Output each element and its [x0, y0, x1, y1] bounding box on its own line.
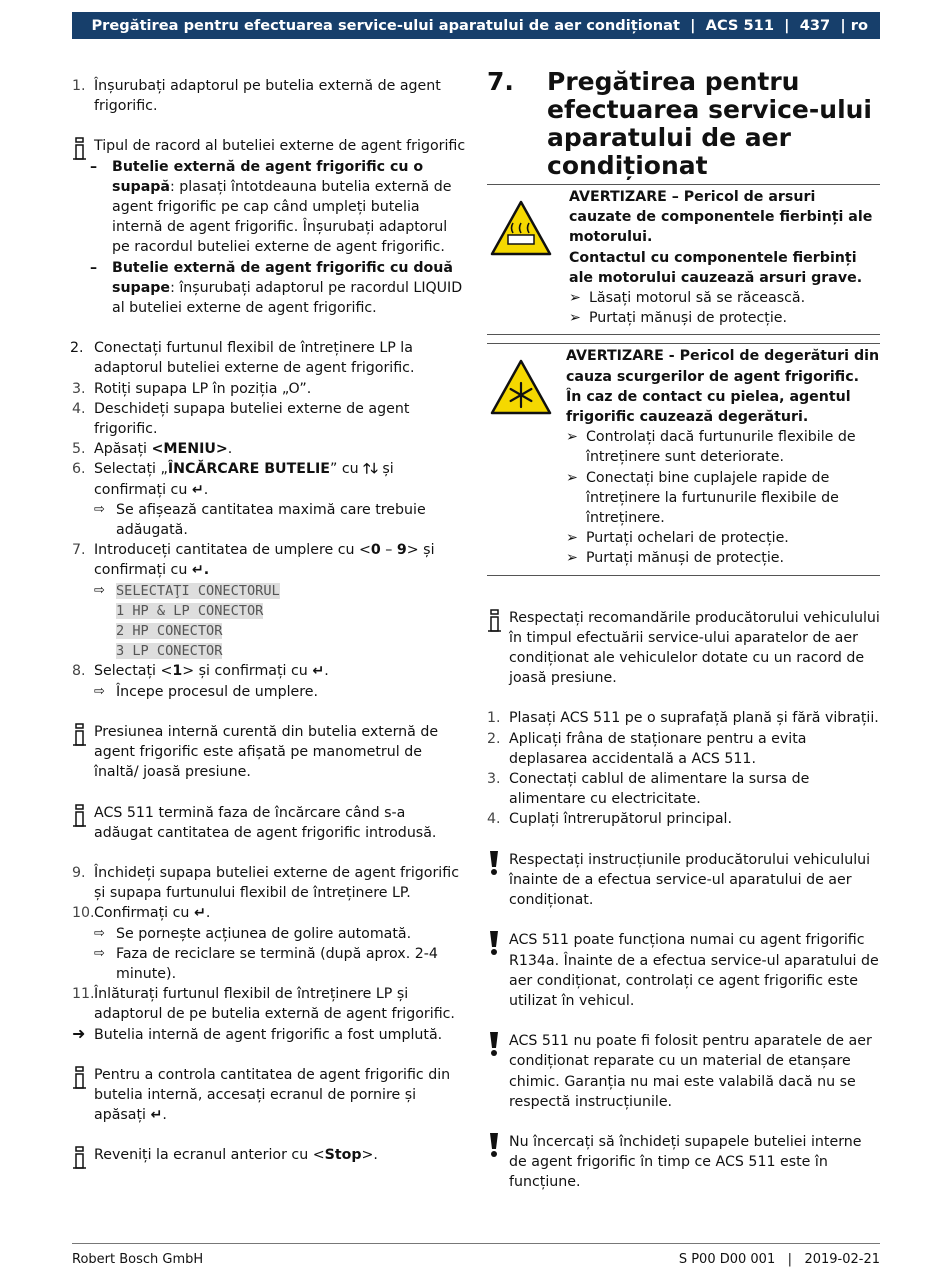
- info-icon: [72, 722, 88, 748]
- warning-instruction: ➢ Conectați bine cuplajele rapide de întreținere la furtunurile flexibile de întreținere.: [566, 469, 839, 527]
- header-title: Pregătirea pentru efectuarea service-ului aparatului de aer condiționat: [91, 17, 680, 34]
- frost-warning: AVERTIZARE - Pericol de degerături din cauza scurgerilor de agent frigorific. În caz de contact cu pielea, agentul frigorific cauzează degerături. ➢ Controlați dacă furtunurile flexibile de întreținere sunt deteriorate. ➢ Conectați bine cuplajele rapide de întreținere la furtunurile flexibile de întreținere. ➢ Purtați ochelari de protecție. ➢ Purtați mănuși de protecție.: [487, 343, 880, 575]
- step-8: 8. Selectați <1> și confirmați cu ↵.: [72, 663, 329, 680]
- enter-key-icon: ↵: [191, 562, 204, 579]
- enter-key-icon: ↵: [193, 905, 206, 922]
- result-arrow-icon: ⇨: [94, 501, 105, 517]
- display-line: SELECTAŢI CONECTORUL: [116, 582, 280, 599]
- single-valve-note: – Butelie externă de agent frigorific cu o supapă: plasați întotdeauna butelia externă de agent frigorific pe cap când umpleți butelia internă de agent frigorific. Înșurubați adaptorul pe racordul buteliei externe de agent frigorific.: [90, 158, 452, 256]
- exclamation-icon: [487, 930, 501, 956]
- dual-valve-note: – Butelie externă de agent frigorific cu două supape: înșurubați adaptorul pe racordul LIQUID al buteliei externe de agent frigorific.: [90, 259, 463, 317]
- display-line: 2 HP CONECTOR: [116, 623, 223, 640]
- burn-warning: AVERTIZARE – Pericol de arsuri cauzate de componentele fierbinți ale motorului. Contactul cu componentele fierbinți ale motorului cauzează arsuri grave. ➢ Lăsați motorul să se răcească. ➢ Purtați mănuși de protecție.: [487, 184, 880, 335]
- prep-step-4: 4. Cuplați întrerupătorul principal.: [487, 811, 733, 828]
- header-language: ro: [850, 17, 868, 34]
- exclamation-icon: [487, 850, 501, 876]
- frost-warning-icon: [489, 358, 553, 416]
- info-icon: [72, 1145, 88, 1171]
- warning-instruction: ➢ Purtați ochelari de protecție.: [566, 530, 789, 547]
- info-pressure: Presiunea internă curentă din butelia externă de agent frigorific este afișată pe manometrul de înaltă/ joasă presiune.: [72, 722, 468, 783]
- step-1: 1. Înșurubați adaptorul pe butelia externă de agent frigorific.: [72, 78, 441, 115]
- warning-instruction: ➢ Controlați dacă furtunurile flexibile de întreținere sunt deteriorate.: [566, 429, 856, 466]
- display-line: 1 HP & LP CONECTOR: [116, 602, 264, 619]
- step-4: 4. Deschideți supapa buteliei externe de agent frigorific.: [72, 400, 410, 438]
- page-header: Pregătirea pentru efectuarea service-ului aparatului de aer condiționat | ACS 511 | 437 | ro: [72, 12, 880, 39]
- info-charge-end: ACS 511 termină faza de încărcare când s-a adăugat cantitatea de agent frigorific introdusă.: [72, 803, 468, 843]
- right-column: [487, 68, 880, 1193]
- enter-key-icon: ↵: [191, 481, 204, 498]
- step-9: 9. Închideți supapa buteliei externe de agent frigorific și supapa furtunului flexibil de întreținere LP.: [72, 864, 459, 902]
- warning-instruction: ➢ Purtați mănuși de protecție.: [569, 310, 788, 327]
- final-result: ➜ Butelia internă de agent frigorific a fost umplută.: [72, 1023, 443, 1043]
- result-6: ⇨ Se afișează cantitatea maximă care trebuie adăugată.: [94, 501, 426, 539]
- left-column: [72, 76, 468, 1166]
- footer-doc-number: S P00 D00 001: [678, 1252, 776, 1267]
- step-7: 7. Introduceți cantitatea de umplere cu <0 – 9> și confirmați cu ↵.: [72, 542, 435, 579]
- display-line: 3 LP CONECTOR: [116, 643, 223, 660]
- result-arrow-icon: ⇨: [94, 925, 105, 941]
- up-down-arrows-icon: 🡑🡓: [363, 461, 378, 478]
- result-8: ⇨ Începe procesul de umplere.: [72, 682, 468, 702]
- caution-note: ACS 511 poate funcționa numai cu agent frigorific R134a. Înainte de a efectua service-ul aparatului de aer condiționat, controlați ce agent frigorific este utilizat în vehicul.: [487, 930, 880, 1011]
- info-check-quantity: Pentru a controla cantitatea de agent frigorific din butelia internă, accesați ecranul de pornire și apăsați ↵.: [72, 1065, 468, 1126]
- exclamation-icon: [487, 1132, 501, 1158]
- result-arrow-icon: ⇨: [94, 683, 105, 699]
- footer-doc-info: S P00 D00 001 | 2019-02-21: [678, 1252, 880, 1267]
- header-page-number: 437: [799, 17, 831, 34]
- result-arrow-icon: ⇨: [94, 945, 105, 961]
- step-5: 5. Apăsați <MENIU>.: [72, 441, 233, 458]
- step-6: 6. Selectați „ÎNCĂRCARE BUTELIE” cu 🡑🡓 și confirmați cu ↵.: [72, 461, 394, 498]
- step-10: 10. Confirmați cu ↵.: [72, 905, 211, 922]
- warning-instruction: ➢ Purtați mănuși de protecție.: [566, 550, 785, 567]
- info-manufacturer-recommendations: Respectați recomandările producătorului vehiculului în timpul efectuării service-ului aparatelor de aer condiționat ale vehiculelor dotate cu un racord de joasă presiune.: [487, 608, 880, 689]
- enter-key-icon: ↵: [150, 1107, 163, 1124]
- prep-step-2: 2. Aplicați frâna de staționare pentru a evita deplasarea accidentală a ACS 511.: [487, 730, 807, 767]
- footer-company: Robert Bosch GmbH: [72, 1252, 204, 1267]
- info-connector-type: Tipul de racord al buteliei externe de agent frigorific: [72, 136, 468, 156]
- hot-surface-warning-icon: [489, 199, 553, 257]
- header-product: ACS 511: [705, 17, 774, 34]
- info-return: Reveniți la ecranul anterior cu <Stop>.: [72, 1145, 468, 1165]
- step-11: 11. Înlăturați furtunul flexibil de întreținere LP și adaptorul de pe butelia externă de agent frigorific.: [72, 986, 455, 1023]
- footer-divider: [72, 1243, 880, 1244]
- step-2: 2. Conectați furtunul flexibil de întreținere LP la adaptorul buteliei externe de agent frigorific.: [70, 340, 415, 377]
- final-result-arrow-icon: ➜: [72, 1023, 86, 1043]
- result-arrow-icon: ⇨: [94, 582, 105, 598]
- footer-date: 2019-02-21: [804, 1252, 880, 1267]
- result-10a: ⇨ Se pornește acțiunea de golire automată.: [72, 924, 468, 944]
- info-icon: [487, 608, 503, 634]
- info-icon: [72, 803, 88, 829]
- caution-note: Respectați instrucțiunile producătorului vehiculului înainte de a efectua service-ul aparatului de aer condiționat.: [487, 850, 880, 911]
- result-10b: ⇨ Faza de reciclare se termină (după aprox. 2-4 minute).: [94, 945, 438, 982]
- enter-key-icon: ↵: [312, 663, 325, 680]
- display-readout: [72, 581, 468, 662]
- info-icon: [72, 1065, 88, 1091]
- warning-instruction: ➢ Lăsați motorul să se răcească.: [569, 290, 806, 307]
- caution-note: Nu încercați să închideți supapele buteliei interne de agent frigorific în timp ce ACS 511 este în funcțiune.: [487, 1132, 880, 1193]
- exclamation-icon: [487, 1031, 501, 1057]
- step-3: 3. Rotiți supapa LP în poziția „O”.: [72, 380, 312, 397]
- caution-note: ACS 511 nu poate fi folosit pentru aparatele de aer condiționat reparate cu un material de etanșare chimic. Garanția nu mai este valabilă dacă nu se respectă instrucțiunile.: [487, 1031, 880, 1112]
- prep-step-3: 3. Conectați cablul de alimentare la sursa de alimentare cu electricitate.: [487, 771, 810, 808]
- prep-step-1: 1. Plasați ACS 511 pe o suprafață plană și fără vibrații.: [487, 710, 879, 727]
- section-heading: 7. Pregătirea pentru efectuarea service-ului aparatului de aer condiționat: [487, 67, 872, 180]
